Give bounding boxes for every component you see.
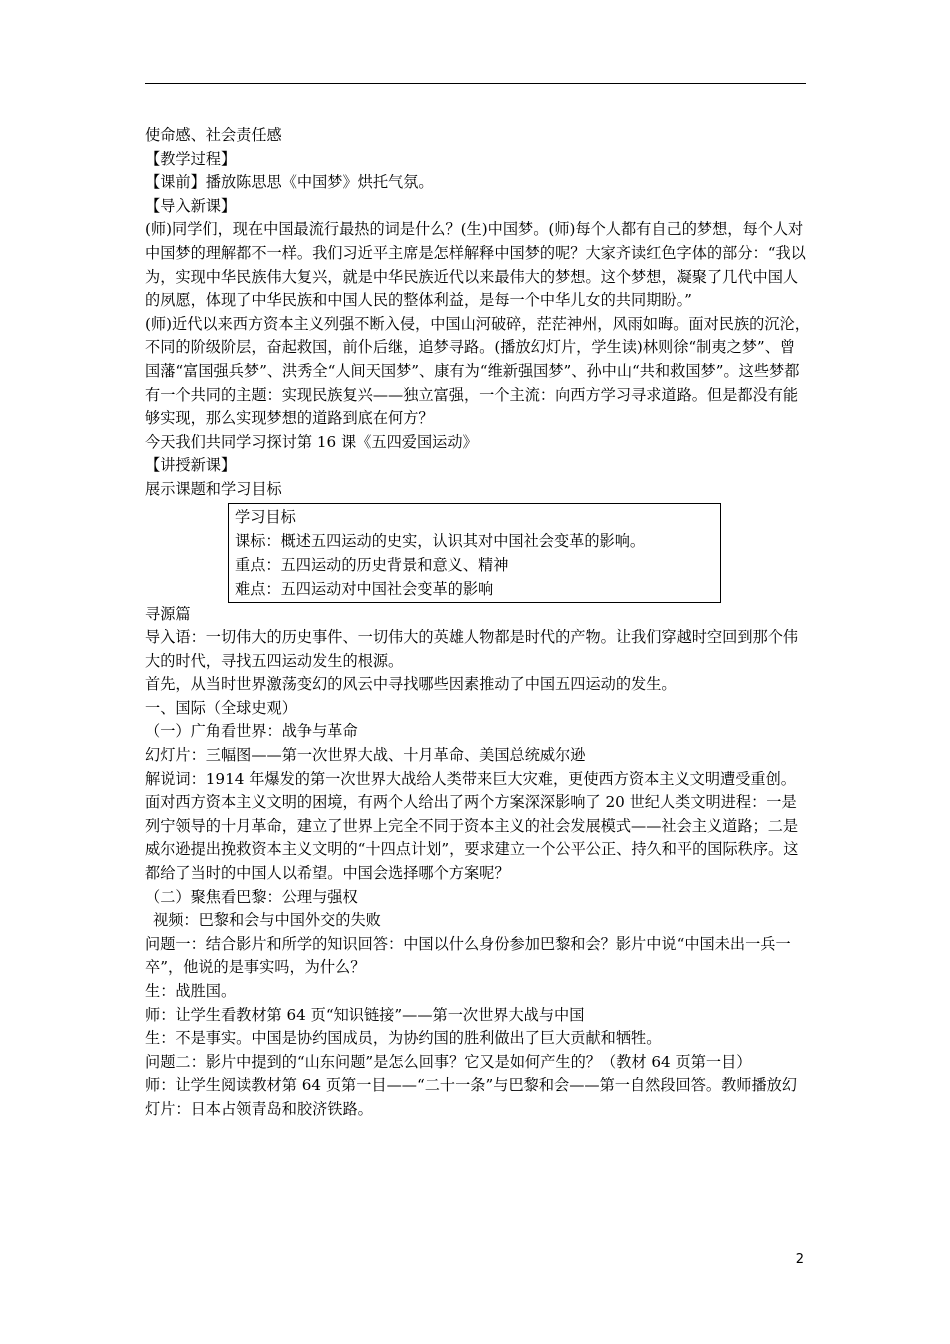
paragraph: (师)近代以来西方资本主义列强不断入侵，中国山河破碎，茫茫神州，风雨如晦。面对民族的沉沦，不同的阶级阶层，奋起救国，前仆后继，追梦寻路。(播放幻灯片，学生读)林则徐“制夷之梦”、曾国藩“富国强兵梦”、洪秀全“人间天国梦”、康有为“维新强国梦”、孙中山“共和救国梦”。这些梦都有一个共同的主题：实现民族复兴——独立富强，一个主流：向西方学习寻求道路。但是都没有能够实现，那么实现梦想的道路到底在何方？ xyxy=(145,314,810,428)
section-heading: 【导入新课】 xyxy=(145,196,237,215)
paragraph: 【课前】播放陈思思《中国梦》烘托气氛。 xyxy=(145,173,434,192)
paragraph: 展示课题和学习目标 xyxy=(145,479,282,498)
paragraph: 问题二：影片中提到的“山东问题”是怎么回事？它又是如何产生的？（教材 64 页第一目） xyxy=(145,1052,752,1071)
paragraph: 幻灯片：三幅图——第一次世界大战、十月革命、美国总统威尔逊 xyxy=(145,746,586,765)
paragraph: 问题一：结合影片和所学的知识回答：中国以什么身份参加巴黎和会？影片中说“中国未出一兵一卒”，他说的是事实吗，为什么？ xyxy=(145,934,791,977)
paragraph: （二）聚焦看巴黎：公理与强权 xyxy=(145,887,358,906)
paragraph: 生：战胜国。 xyxy=(145,982,237,1000)
paragraph: 首先，从当时世界激荡变幻的风云中寻找哪些因素推动了中国五四运动的发生。 xyxy=(145,675,677,694)
paragraph: 导入语：一切伟大的历史事件、一切伟大的英雄人物都是时代的产物。让我们穿越时空回到那个伟大的时代，寻找五四运动发生的根源。 xyxy=(145,628,799,670)
paragraph: 师：让学生看教材第 64 页“知识链接”——第一次世界大战与中国 xyxy=(145,1005,585,1024)
section-heading: 【教学过程】 xyxy=(145,149,237,168)
learning-goals-box xyxy=(228,503,721,603)
paragraph: 一、国际（全球史观） xyxy=(145,698,297,717)
goal-line: 重点：五四运动的历史背景和意义、精神 xyxy=(235,555,509,574)
goal-box-title: 学习目标 xyxy=(235,507,296,526)
paragraph: 今天我们共同学习探讨第 16 课《五四爱国运动》 xyxy=(145,432,478,451)
page-number: 2 xyxy=(795,1252,804,1267)
section-heading: 寻源篇 xyxy=(145,604,191,623)
paragraph: 生：不是事实。中国是协约国成员，为协约国的胜利做出了巨大贡献和牺牲。 xyxy=(145,1029,662,1048)
paragraph: （一）广角看世界：战争与革命 xyxy=(145,722,358,741)
paragraph: (师)同学们，现在中国最流行最热的词是什么？(生)中国梦。(师)每个人都有自己的梦想，每个人对中国梦的理解都不一样。我们习近平主席是怎样解释中国梦的呢？大家齐读红色字体的部分：“我以为，实现中华民族伟大复兴，就是中华民族近代以来最伟大的梦想。这个梦想，凝聚了几代中国人的夙愿，体现了中华民族和中国人民的整体利益，是每一个中华儿女的共同期盼。” xyxy=(145,220,806,310)
paragraph: 解说词：1914 年爆发的第一次世界大战给人类带来巨大灾难，更使西方资本主义文明遭受重创。面对西方资本主义文明的困境，有两个人给出了两个方案深深影响了 20 世纪人类文明进程：一是列宁领导的十月革命，建立了世界上完全不同于资本主义的社会发展模式——社会主义道路；二是威尔逊提出挽救资本主义文明的“十四点计划”，要求建立一个公平公正、持久和平的国际秩序。这都给了当时的中国人以希望。中国会选择哪个方案呢？ xyxy=(145,769,799,883)
paragraph: 师：让学生阅读教材第 64 页第一目——“二十一条”与巴黎和会——第一自然段回答。教师播放幻灯片：日本占领青岛和胶济铁路。 xyxy=(145,1076,798,1118)
document-body xyxy=(145,124,810,1122)
section-heading: 【讲授新课】 xyxy=(145,456,237,475)
header-rule xyxy=(145,83,806,84)
paragraph: 使命感、社会责任感 xyxy=(145,126,282,144)
goal-line: 课标：概述五四运动的史实，认识其对中国社会变革的影响。 xyxy=(235,531,646,550)
paragraph: 视频：巴黎和会与中国外交的失败 xyxy=(153,911,381,930)
goal-line: 难点：五四运动对中国社会变革的影响 xyxy=(235,579,494,598)
